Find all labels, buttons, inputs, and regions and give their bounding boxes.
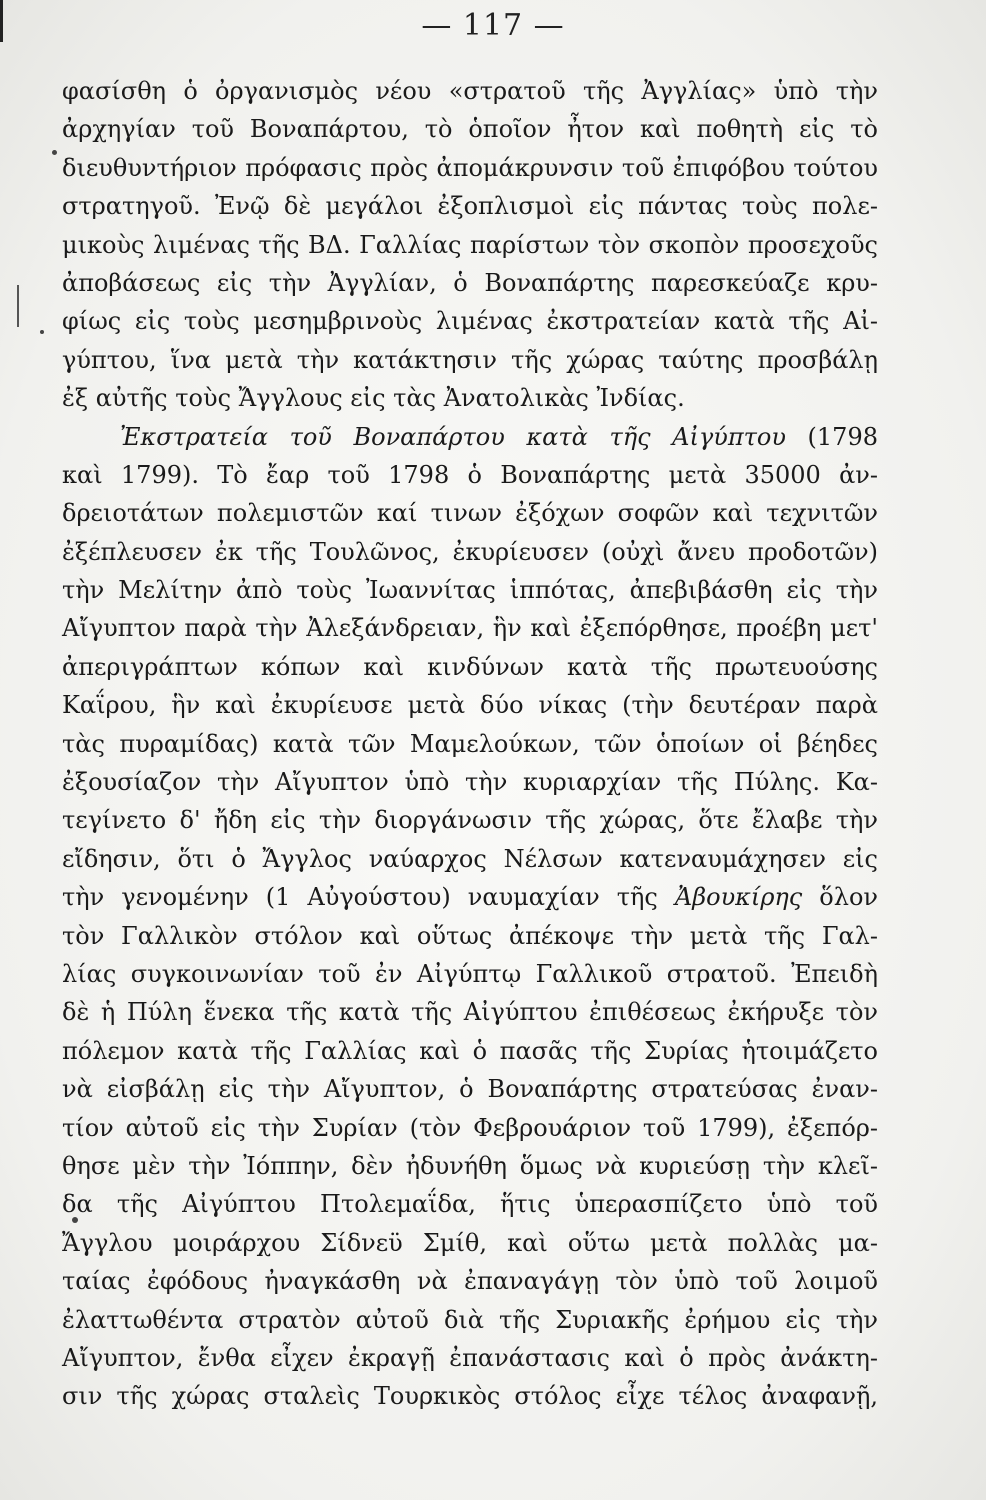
text-line: ἐξουσίαζον τὴν Αἴγυπτον ὑπὸ τὴν κυριαρχίαν τῆς Πύλης. Κα- [62, 768, 878, 797]
text-line: φίως εἰς τοὺς μεσημβρινοὺς λιμένας ἐκστρατείαν κατὰ τῆς Αἰ- [62, 307, 878, 336]
text-line: τὸν Γαλλικὸν στόλον καὶ οὕτως ἀπέκοψε τὴν μετὰ τῆς Γαλ- [62, 921, 878, 950]
text-fragment: τὴν γενομένην (1 Αὐγούστου) ναυμαχίαν τῆς [62, 883, 658, 912]
text-line: δὲ ἡ Πύλη ἕνεκα τῆς κατὰ τῆς Αἰγύπτου ἐπιθέσεως ἐκήρυξε τὸν [62, 998, 878, 1027]
text-line: ἀποβάσεως εἰς τὴν Ἀγγλίαν, ὁ Βοναπάρτης παρεσκεύαζε κρυ- [62, 268, 878, 297]
text-line [62, 878, 878, 916]
text-line: ἀρχηγίαν τοῦ Βοναπάρτου, τὸ ὁποῖον ἦτον καὶ ποθητὴ εἰς τὸ [62, 115, 878, 144]
section-heading: Ἐκστρατεία τοῦ Βοναπάρτου κατὰ τῆς Αἰγύπτου [120, 422, 786, 451]
text-line: σιν τῆς χώρας σταλεὶς Τουρκικὸς στόλος εἶχε τέλος ἀναφανῇ, [62, 1382, 878, 1411]
text-line: νὰ εἰσβάλῃ εἰς τὴν Αἴγυπτον, ὁ Βοναπάρτης στρατεύσας ἐναν- [62, 1075, 878, 1104]
text-line: τὴν Μελίτην ἀπὸ τοὺς Ἰωαννίτας ἱππότας, ἀπεβιβάσθη εἰς τὴν [62, 576, 878, 605]
text-line: Ἄγγλου μοιράρχου Σίδνεϋ Σμίθ, καὶ οὕτω μετὰ πολλὰς μα- [62, 1228, 878, 1257]
ink-speck [40, 330, 44, 334]
text-line: καὶ 1799). Τὸ ἔαρ τοῦ 1798 ὁ Βοναπάρτης μετὰ 35000 ἀν- [62, 460, 878, 489]
text-line: διευθυντήριον πρόφασις πρὸς ἀπομάκρυνσιν τοῦ ἐπιφόβου τούτου [62, 153, 878, 182]
text-line: ἐξέπλευσεν ἐκ τῆς Τουλῶνος, ἐκυρίευσεν (οὐχὶ ἄνευ προδοτῶν) [62, 537, 878, 566]
text-line: δα τῆς Αἰγύπτου Πτολεμαΐδα, ἥτις ὑπερασπίζετο ὑπὸ τοῦ [62, 1190, 878, 1219]
text-line: δρειοτάτων πολεμιστῶν καί τινων ἐξόχων σοφῶν καὶ τεχνιτῶν [62, 499, 878, 528]
text-line: ἀπεριγράπτων κόπων καὶ κινδύνων κατὰ τῆς πρωτευούσης [62, 652, 878, 681]
text-fragment: ὅλον [819, 883, 878, 912]
text-line: ταίας ἐφόδους ἠναγκάσθη νὰ ἐπαναγάγῃ τὸν ὑπὸ τοῦ λοιμοῦ [62, 1267, 878, 1296]
text-line: Αἴγυπτον παρὰ τὴν Ἀλεξάνδρειαν, ἣν καὶ ἐξεπόρθησε, προέβη μετ' [62, 614, 878, 643]
body-text [62, 72, 878, 1416]
text-line: λίας συγκοινωνίαν τοῦ ἐν Αἰγύπτῳ Γαλλικοῦ στρατοῦ. Ἐπειδὴ [62, 959, 878, 988]
text-line: Αἴγυπτον, ἔνθα εἶχεν ἐκραγῇ ἐπανάστασις καὶ ὁ πρὸς ἀνάκτη- [62, 1343, 878, 1372]
text-line: τεγίνετο δ' ἤδη εἰς τὴν διοργάνωσιν τῆς χώρας, ὅτε ἔλαβε τὴν [62, 806, 878, 835]
section-heading-date: (1798 [807, 422, 878, 451]
text-line: εἴδησιν, ὅτι ὁ Ἄγγλος ναύαρχος Νέλσων κατεναυμάχησεν εἰς [62, 844, 878, 873]
ink-speck [52, 150, 57, 155]
section-heading-line [62, 418, 878, 456]
text-line: στρατηγοῦ. Ἐνῷ δὲ μεγάλοι ἐξοπλισμοὶ εἰς πάντας τοὺς πολε- [62, 192, 878, 221]
text-line: φασίσθη ὁ ὀργανισμὸς νέου «στρατοῦ τῆς Ἀγγλίας» ὑπὸ τὴν [62, 77, 878, 105]
margin-mark [17, 285, 19, 327]
text-line: ἐξ αὐτῆς τοὺς Ἄγγλους εἰς τὰς Ἀνατολικὰς Ἰνδίας. [62, 384, 685, 413]
page-number: — 117 — [421, 8, 565, 43]
text-line: θησε μὲν τὴν Ἰόππην, δὲν ἠδυνήθη ὅμως νὰ κυριεύσῃ τὴν κλεῖ- [62, 1151, 878, 1180]
text-line: τίον αὐτοῦ εἰς τὴν Συρίαν (τὸν Φεβρουάριον τοῦ 1799), ἐξεπόρ- [62, 1113, 878, 1142]
italic-place-name: Ἀβουκίρης [674, 883, 803, 912]
text-line: τὰς πυραμίδας) κατὰ τῶν Μαμελούκων, τῶν ὁποίων οἱ βέηδες [62, 729, 878, 758]
text-line: γύπτου, ἵνα μετὰ τὴν κατάκτησιν τῆς χώρας ταύτης προσβάλῃ [62, 345, 878, 374]
text-line: ἐλαττωθέντα στρατὸν αὐτοῦ διὰ τῆς Συριακῆς ἐρήμου εἰς τὴν [62, 1305, 878, 1334]
text-line: Καΐρου, ἣν καὶ ἐκυρίευσε μετὰ δύο νίκας (τὴν δευτέραν παρὰ [62, 691, 878, 720]
text-line: μικοὺς λιμένας τῆς ΒΔ. Γαλλίας παρίστων τὸν σκοπὸν προσεχοῦς [62, 230, 878, 259]
text-line: πόλεμον κατὰ τῆς Γαλλίας καὶ ὁ πασᾶς τῆς Συρίας ἡτοιμάζετο [62, 1036, 878, 1065]
